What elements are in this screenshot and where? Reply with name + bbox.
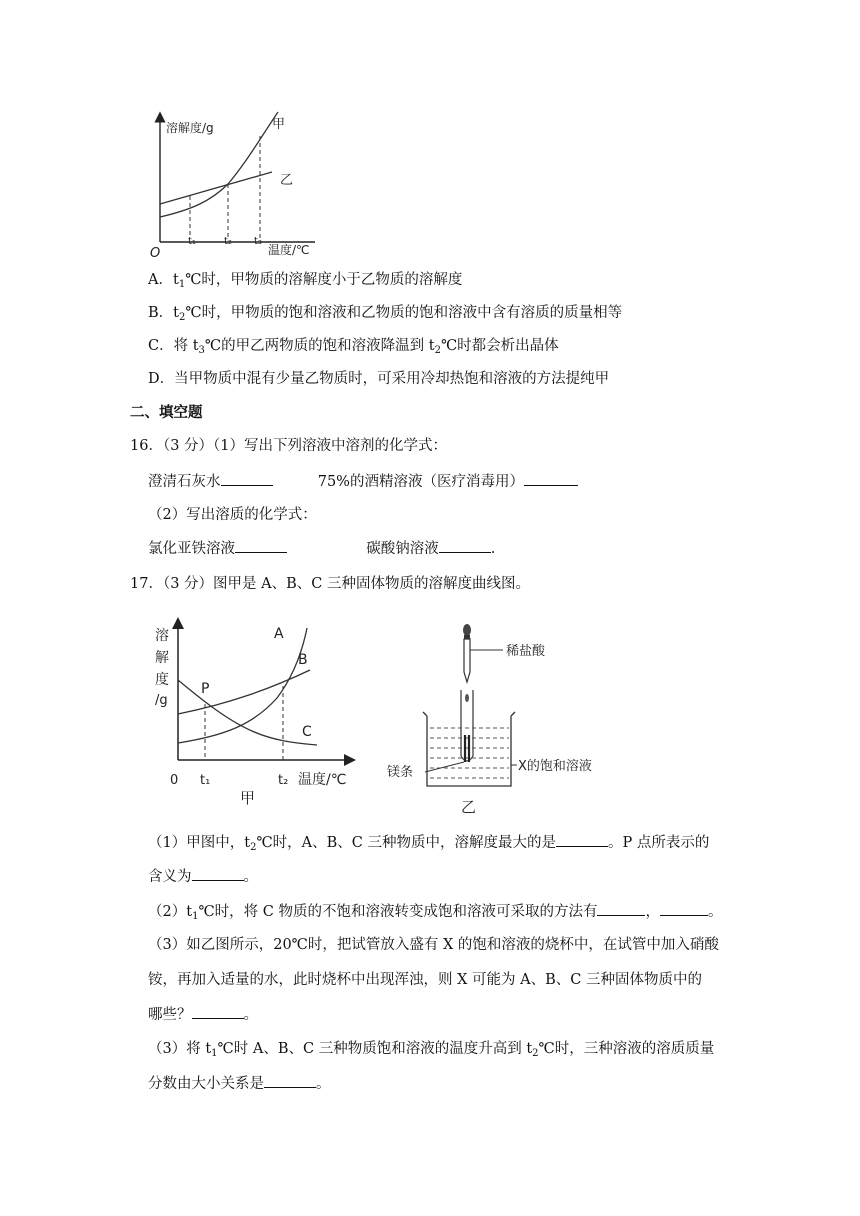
x-axis-label: 温度/℃ [298, 772, 347, 788]
label-a: A [274, 626, 284, 642]
y-axis-label: 溶解度/g [166, 121, 214, 135]
solution-label: X的饱和溶液 [518, 759, 592, 774]
q17-p4a: （3）将 $t_1℃$时 A、B、C 三种物质饱和溶液的温度升高到 $t_2℃$时，三种溶液的溶质质量 [148, 1041, 715, 1059]
label-b: B [298, 652, 308, 668]
series-yi-label: 乙 [280, 173, 294, 188]
section-heading: 二、填空题 [130, 404, 203, 421]
q17-p3a: （3）如乙图所示，20℃时，把试管放入盛有 X 的饱和溶液的烧杯中，在试管中加入硝酸 [148, 937, 719, 953]
y-label-char-4: /g [155, 693, 168, 708]
option-c: C．将 $t_3℃$的甲乙两物质的饱和溶液降温到 $t_2℃$时都会析出晶体 [148, 338, 559, 356]
apparatus-caption: 乙 [461, 798, 477, 816]
series-jia-label: 甲 [272, 117, 286, 132]
q16-part2: （2）写出溶质的化学式： [148, 507, 317, 523]
y-label-char-2: 解 [155, 650, 169, 666]
solubility-chart-1 [150, 112, 320, 262]
option-d: D．当甲物质中混有少量乙物质时，可采用冷却热饱和溶液的方法提纯甲 [148, 371, 610, 387]
label-c: C [302, 724, 312, 740]
option-a: A．$t_1℃$时，甲物质的溶解度小于乙物质的溶解度 [148, 272, 463, 290]
option-b: B．$t_2℃$时，甲物质的饱和溶液和乙物质的饱和溶液中含有溶质的质量相等 [148, 305, 623, 323]
chart-caption-jia: 甲 [240, 789, 256, 807]
q17-p4b: 分数由大小关系是 。 [148, 1073, 331, 1094]
mg-label: 镁条 [387, 765, 414, 780]
tick-t2: t₂ [224, 236, 232, 247]
curve-yi [160, 172, 272, 204]
q17-p2: $(2)t_1℃$时，将 C 物质的不饱和溶液转变成饱和溶液可采取的方法有 ， 。 [148, 901, 722, 927]
solubility-chart-2 [152, 618, 362, 813]
y-label-char-3: 度 [155, 672, 169, 688]
q17-p3b: 铵，再加入适量的水，此时烧杯中出现浑浊，则 X 可能为 A、B、C 三种固体物质中的 [148, 972, 702, 988]
q16-stem: 16．（3 分）（1）写出下列溶液中溶剂的化学式： [130, 438, 448, 454]
tick-t2: t₂ [278, 773, 289, 788]
q17-p1a: （1）甲图中，$t_2℃$时，A、B、C 三种物质中，溶解度最大的是 。P 点所表示的 [148, 832, 709, 858]
q16-row1: 澄清石灰水 75%的酒精溶液（医疗消毒用） [148, 471, 578, 492]
origin-label: O [150, 246, 161, 261]
label-p: P [201, 681, 210, 697]
tick-t3: t₃ [254, 236, 262, 247]
q16-row2: 氯化亚铁溶液 碳酸钠溶液 . [148, 538, 495, 559]
acid-label: 稀盐酸 [506, 644, 546, 659]
apparatus-diagram [385, 620, 625, 820]
x-axis-label: 温度/℃ [268, 243, 310, 257]
q17-p3c: 哪些？ 。 [148, 1004, 258, 1025]
curve-c [178, 680, 317, 745]
tick-t1: t₁ [188, 236, 196, 247]
y-label-char-1: 溶 [155, 628, 169, 644]
q17-p1b: 含义为 。 [148, 866, 258, 887]
tick-t1: t₁ [200, 773, 211, 788]
q17-stem: 17．（3 分）图甲是 A、B、C 三种固体物质的溶解度曲线图。 [130, 576, 530, 592]
origin-label: 0 [170, 773, 179, 788]
